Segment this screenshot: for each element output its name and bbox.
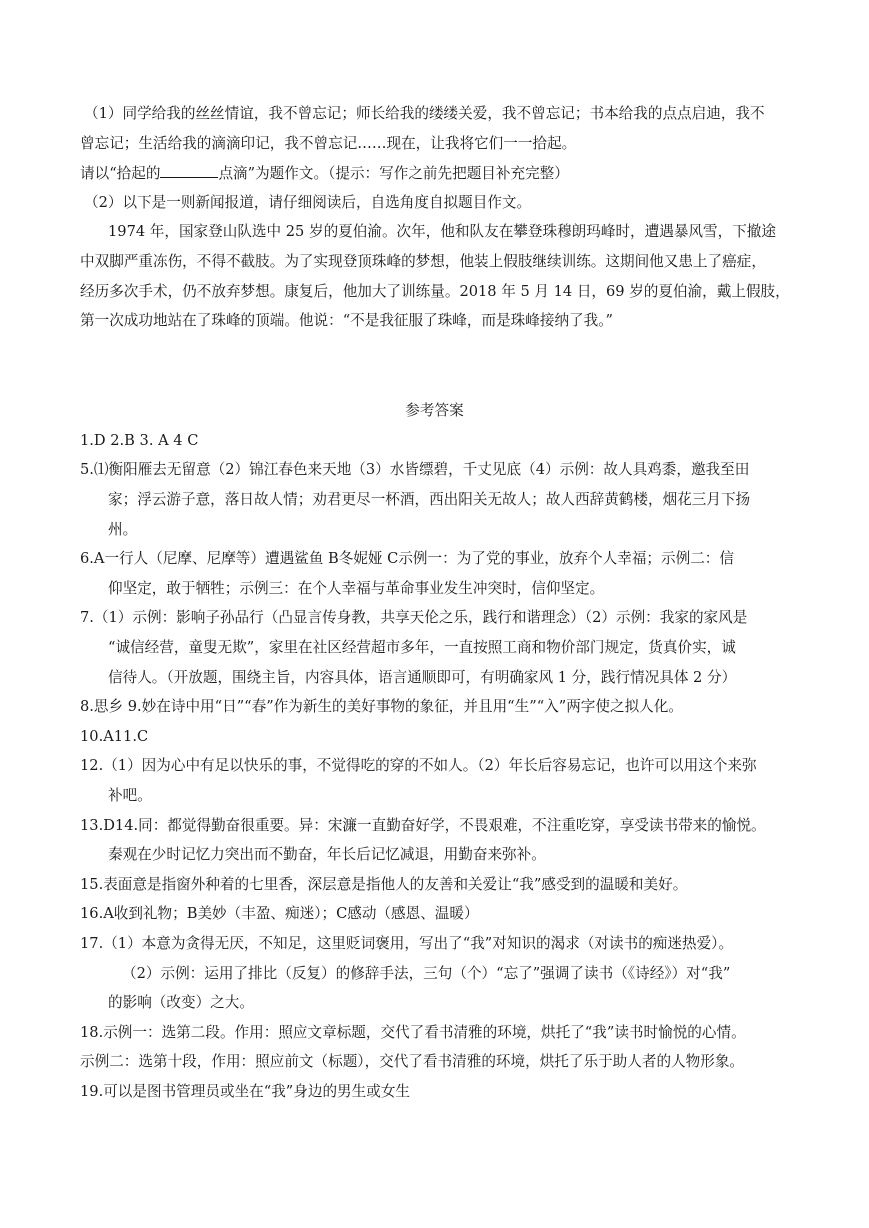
news-line: 经历多次手术，仍不放弃梦想。康复后，他加大了训练量。2018 年 5 月 14 日，69 岁的夏伯渝，戴上假肢， (80, 283, 790, 300)
essay-title-prompt (80, 163, 569, 184)
answer-line: 10.A11.C (80, 728, 149, 745)
answer-line: 18.示例一：选第二段。作用：照应文章标题，交代了看书清雅的环境，烘托了“我”读书时愉悦的心情。 (80, 1024, 746, 1041)
essay-prompt-2-intro: （2）以下是一则新闻报道，请仔细阅读后，自选角度自拟题目作文。 (84, 194, 532, 211)
answer-line: 17.（1）本意为贪得无厌，不知足，这里贬词褒用，写出了“我”对知识的渴求（对读书的痴迷热爱）。 (80, 935, 734, 952)
answer-line: 7.（1）示例：影响子孙品行（凸显言传身教，共享天伦之乐，践行和谐理念）（2）示例：我家的家风是 (80, 609, 748, 626)
answer-line: 15.表面意是指窗外种着的七里香，深层意是指他人的友善和关爱让“我”感受到的温暖和美好。 (80, 876, 688, 893)
answer-line: 示例二：选第十段，作用：照应前文（标题），交代了看书清雅的环境，烘托了乐于助人者的人物形象。 (80, 1053, 745, 1070)
answer-line: 12.（1）因为心中有足以快乐的事，不觉得吃的穿的不如人。（2）年长后容易忘记，也许可以用这个来弥 (80, 757, 757, 774)
essay-title-prefix: 请以“拾起的 (80, 165, 161, 182)
answer-line: 仰坚定，敢于牺牲；示例三：在个人幸福与革命事业发生冲突时，信仰坚定。 (108, 580, 605, 597)
answer-line: 补吧。 (108, 787, 152, 804)
answer-line: 州。 (108, 521, 138, 538)
answer-line: 8.思乡 9.妙在诗中用“日”“春”作为新生的美好事物的象征，并且用“生”“入”两字使之拟人化。 (80, 698, 683, 715)
answer-line: （2）示例：运用了排比（反复）的修辞手法，三句（个）“忘了”强调了读书（《诗经》）对“我” (122, 965, 731, 982)
answers-heading: 参考答案 (405, 402, 464, 419)
essay-prompt-1-line-2: 曾忘记；生活给我的滴滴印记，我不曾忘记……现在，让我将它们一一拾起。 (80, 135, 577, 152)
answer-line: 信待人。（开放题，围绕主旨，内容具体，语言通顺即可，有明确家风 1 分，践行情况具体 2 分） (108, 669, 737, 686)
answer-line: “诚信经营，童叟无欺”，家里在社区经营超市多年，一直按照工商和物价部门规定，货真价实，诚 (108, 639, 736, 656)
answer-line: 19.可以是图书管理员或坐在“我”身边的男生或女生 (80, 1083, 411, 1100)
title-blank (160, 163, 218, 178)
news-line: 中双脚严重冻伤，不得不截肢。为了实现登顶珠峰的梦想，他装上假肢继续训练。这期间他又患上了癌症， (80, 253, 766, 270)
answer-line: 13.D14.同：都觉得勤奋很重要。异：宋濂一直勤奋好学，不畏艰难，不注重吃穿，享受读书带来的愉悦。 (80, 817, 766, 834)
essay-title-suffix: 点滴”为题作文。（提示：写作之前先把题目补充完整） (218, 165, 569, 182)
answer-line: 家；浮云游子意，落日故人情；劝君更尽一杯酒，西出阳关无故人；故人西辞黄鹤楼，烟花三月下扬 (108, 491, 751, 508)
answer-line: 1.D 2.B 3. A 4 C (80, 432, 199, 449)
answer-line: 秦观在少时记忆力突出而不勤奋，年长后记忆减退，用勤奋来弥补。 (108, 846, 546, 863)
answer-line: 16.A收到礼物；B美妙（丰盈、痴迷）；C感动（感恩、温暖） (80, 905, 479, 922)
news-line: 1974 年，国家登山队选中 25 岁的夏伯渝。次年，他和队友在攀登珠穆朗玛峰时，遭遇暴风雪，下撤途 (108, 223, 776, 240)
essay-prompt-1-line-1: （1）同学给我的丝丝情谊，我不曾忘记；师长给我的缕缕关爱，我不曾忘记；书本给我的点点启迪，我不 (84, 105, 765, 122)
answer-line: 6.A一行人（尼摩、尼摩等）遭遇鲨鱼 B冬妮娅 C示例一：为了党的事业，放弃个人幸福；示例二：信 (80, 550, 734, 567)
answer-line: 5.⑴衡阳雁去无留意（2）锦江春色来天地（3）水皆缥碧，千丈见底（4）示例：故人具鸡黍，邀我至田 (80, 461, 750, 478)
answer-line: 的影响（改变）之大。 (108, 994, 254, 1011)
news-line: 第一次成功地站在了珠峰的顶端。他说：“不是我征服了珠峰，而是珠峰接纳了我。” (80, 312, 613, 329)
